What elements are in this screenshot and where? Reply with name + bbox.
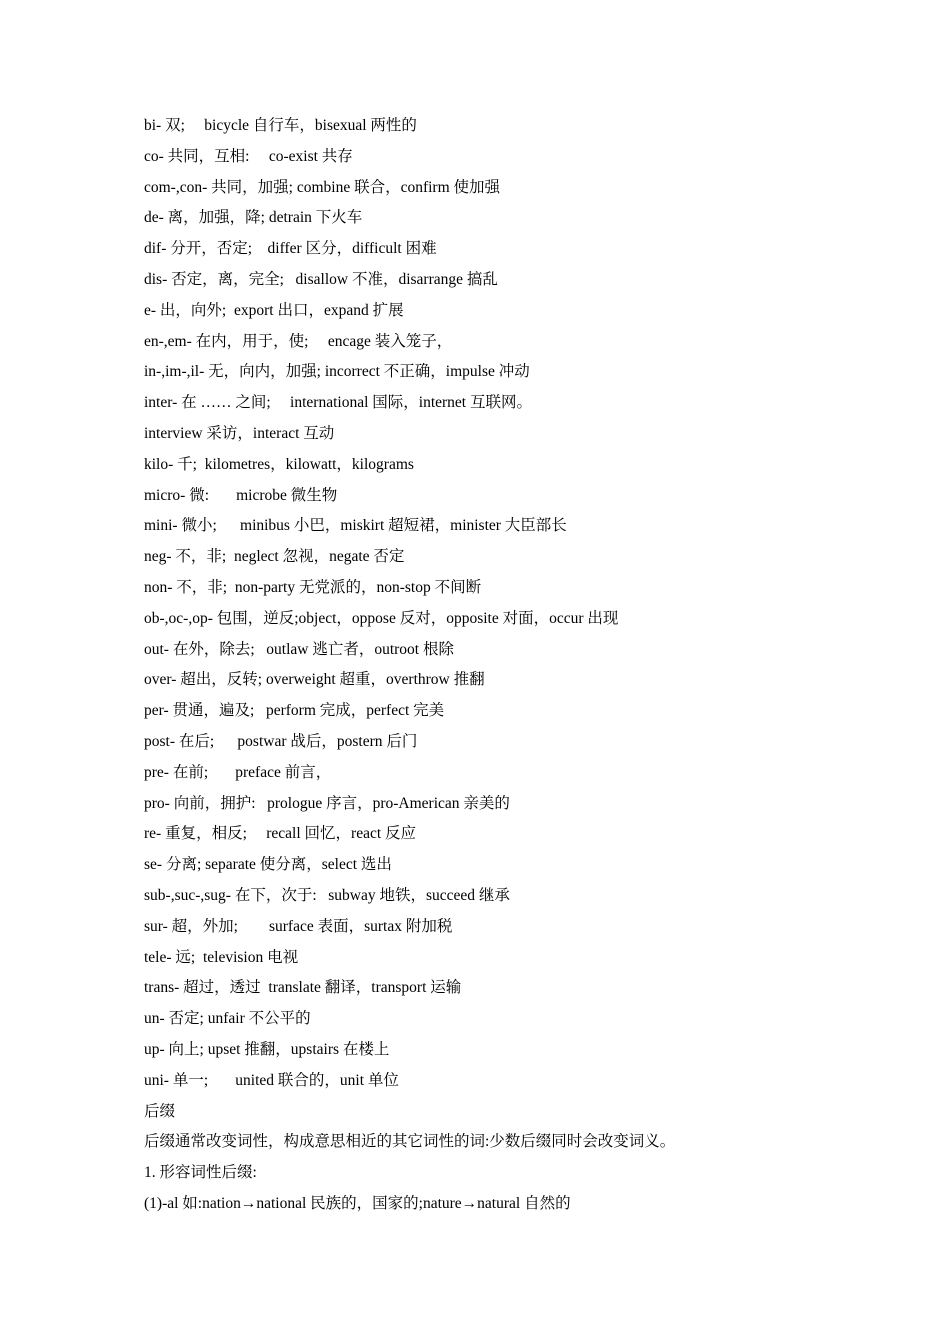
text-line-se: se- 分离; separate 使分离，select 选出 (144, 856, 392, 874)
text-line-e: e- 出，向外; export 出口，expand 扩展 (144, 301, 404, 319)
text-line-dis: dis- 否定，离，完全; disallow 不准，disarrange 搞乱 (144, 270, 498, 288)
text-line-sub-suc-sug: sub-,suc-,sug- 在下，次于: subway 地铁，succeed 继承 (144, 886, 510, 904)
text-line-post: post- 在后; postwar 战后，postern 后门 (144, 732, 418, 750)
text-line-over: over- 超出，反转; overweight 超重，overthrow 推翻 (144, 671, 485, 689)
text-line-mini: mini- 微小; minibus 小巴，miskirt 超短裙，minister 大臣部长 (144, 517, 567, 535)
text-line-ob-oc-op: ob-,oc-,op- 包围，逆反;object，oppose 反对，opposite 对面，occur 出现 (144, 609, 619, 627)
text-line-kilo: kilo- 千; kilometres，kilowatt，kilograms (144, 455, 414, 473)
text-line-tele: tele- 远; television 电视 (144, 948, 299, 966)
document-body (144, 111, 864, 1220)
text-line-uni: uni- 单一; united 联合的，unit 单位 (144, 1071, 399, 1089)
section-heading-suffix: 后缀 (144, 1102, 176, 1120)
text-line-non: non- 不，非; non-party 无党派的，non-stop 不间断 (144, 578, 482, 596)
text-line-interview: interview 采访，interact 互动 (144, 424, 335, 442)
text-line-inter: inter- 在 …… 之间; international 国际，internet 互联网。 (144, 394, 532, 412)
text-line-pro: pro- 向前，拥护: prologue 序言，pro-American 亲美的 (144, 794, 510, 812)
text-line-pre: pre- 在前; preface 前言， (144, 763, 332, 781)
text-line-out: out- 在外，除去; outlaw 逃亡者，outroot 根除 (144, 640, 454, 658)
text-line-un: un- 否定; unfair 不公平的 (144, 1010, 311, 1028)
text-line-bi: bi- 双; bicycle 自行车，bisexual 两性的 (144, 117, 417, 134)
subheading-adjective-suffix: 1. 形容词性后缀: (144, 1164, 257, 1182)
text-line-en-em: en-,em- 在内，用于，使; encage 装入笼子， (144, 332, 453, 350)
text-line-sur: sur- 超，外加; surface 表面，surtax 附加税 (144, 917, 453, 935)
text-line-neg: neg- 不，非; neglect 忽视，negate 否定 (144, 548, 405, 566)
text-line-com-con: com-,con- 共同，加强; combine 联合，confirm 使加强 (144, 178, 501, 196)
text-line-re: re- 重复，相反; recall 回忆，react 反应 (144, 825, 417, 843)
text-line-per: per- 贯通，遍及; perform 完成，perfect 完美 (144, 702, 445, 720)
text-line-micro: micro- 微: microbe 微生物 (144, 486, 338, 504)
text-line-al-suffix: (1)-al 如:nation→national 民族的，国家的;nature→natural 自然的 (144, 1194, 571, 1212)
text-line-trans: trans- 超过，透过 translate 翻译，transport 运输 (144, 979, 462, 997)
text-line-up: up- 向上; upset 推翻，upstairs 在楼上 (144, 1040, 390, 1058)
suffix-intro-paragraph: 后缀通常改变词性，构成意思相近的其它词性的词:少数后缀同时会改变词义。 (144, 1133, 676, 1151)
text-line-dif: dif- 分开，否定; differ 区分，difficult 困难 (144, 240, 437, 258)
text-line-in-im-il: in-,im-,il- 无，向内，加强; incorrect 不正确，impulse 冲动 (144, 363, 530, 381)
text-line-co: co- 共同，互相: co-exist 共存 (144, 147, 353, 165)
text-line-de: de- 离，加强，降; detrain 下火车 (144, 209, 363, 227)
